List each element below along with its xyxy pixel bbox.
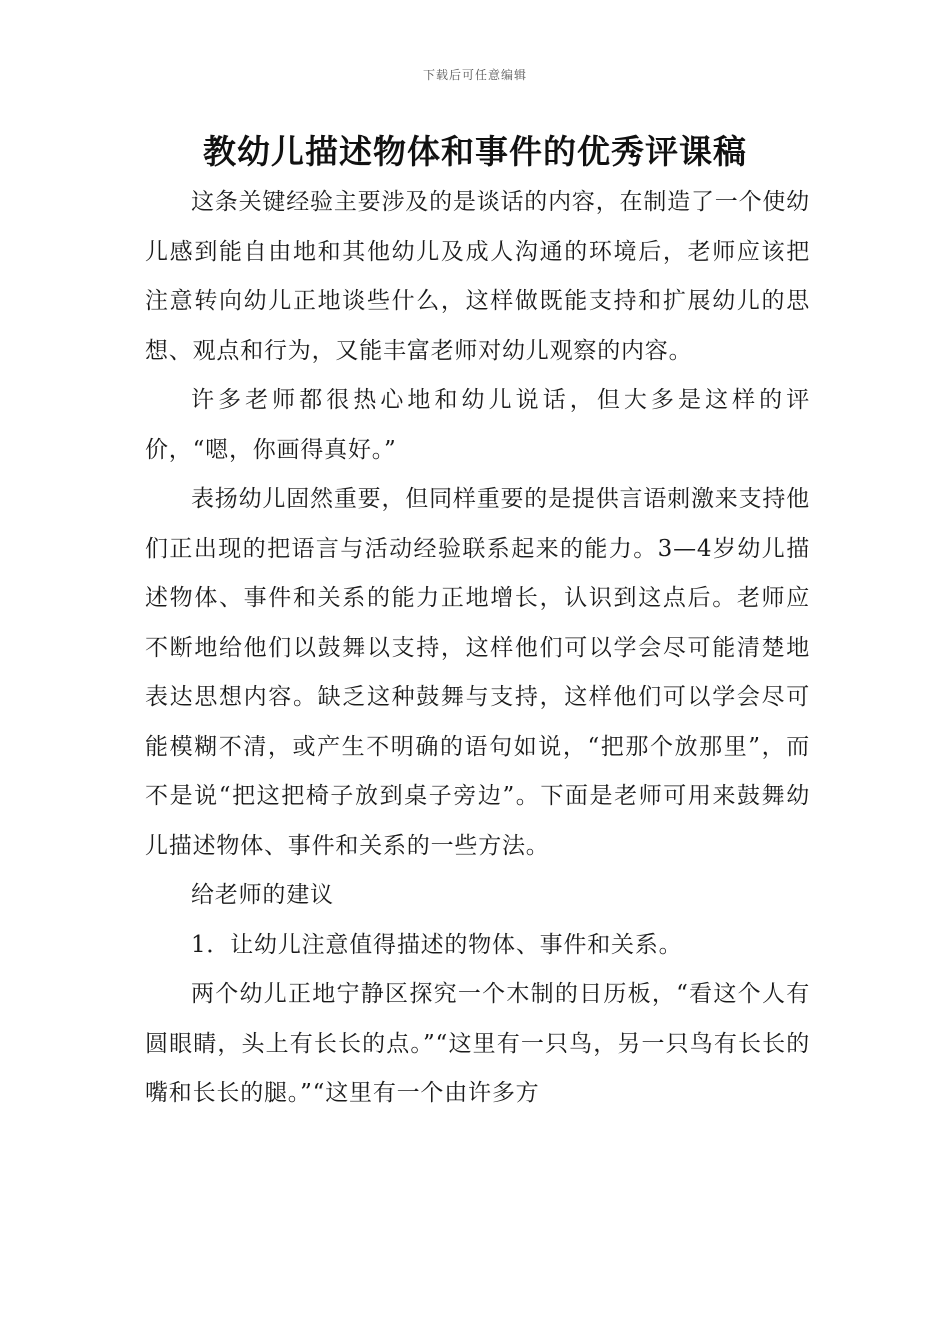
header-note: 下载后可任意编辑 [422, 68, 527, 82]
paragraph-example: 两个幼儿正地宁静区探究一个木制的日历板，“看这个人有圆眼睛，头上有长长的点。”“这里有一只鸟，另一只鸟有长长的嘴和长长的腿。”“这里有一个由许多方 [145, 981, 810, 1106]
paragraph-3: 表扬幼儿固然重要，但同样重要的是提供言语刺激来支持他们正出现的把语言与活动经验联系起来的能力。3—4岁幼儿描述物体、事件和关系的能力正地增长，认识到这点后。老师应不断地给他们以鼓舞以支持，这样他们可以学会尽可能清楚地表达思想内容。缺乏这种鼓舞与支持，这样他们可以学会尽可能模糊不清，或产生不明确的语句如说，“把那个放那里”，而不是说“把这把椅子放到桌子旁边”。下面是老师可用来鼓舞幼儿描述物体、事件和关系的一些方法。 [145, 486, 810, 859]
paragraph-1: 这条关键经验主要涉及的是谈话的内容，在制造了一个使幼儿感到能自由地和其他幼儿及成人沟通的环境后，老师应该把注意转向幼儿正地谈些什么，这样做既能支持和扩展幼儿的思想、观点和行为，又能丰富老师对幼儿观察的内容。 [145, 189, 810, 364]
document-title: 教幼儿描述物体和事件的优秀评课稿 [203, 132, 747, 171]
document-body [145, 178, 810, 1119]
paragraph-2: 许多老师都很热心地和幼儿说话，但大多是这样的评价，“嗯，你画得真好。” [145, 387, 810, 463]
section-heading-suggestions: 给老师的建议 [191, 882, 334, 908]
suggestion-item-1: 1．让幼儿注意值得描述的物体、事件和关系。 [191, 931, 683, 958]
